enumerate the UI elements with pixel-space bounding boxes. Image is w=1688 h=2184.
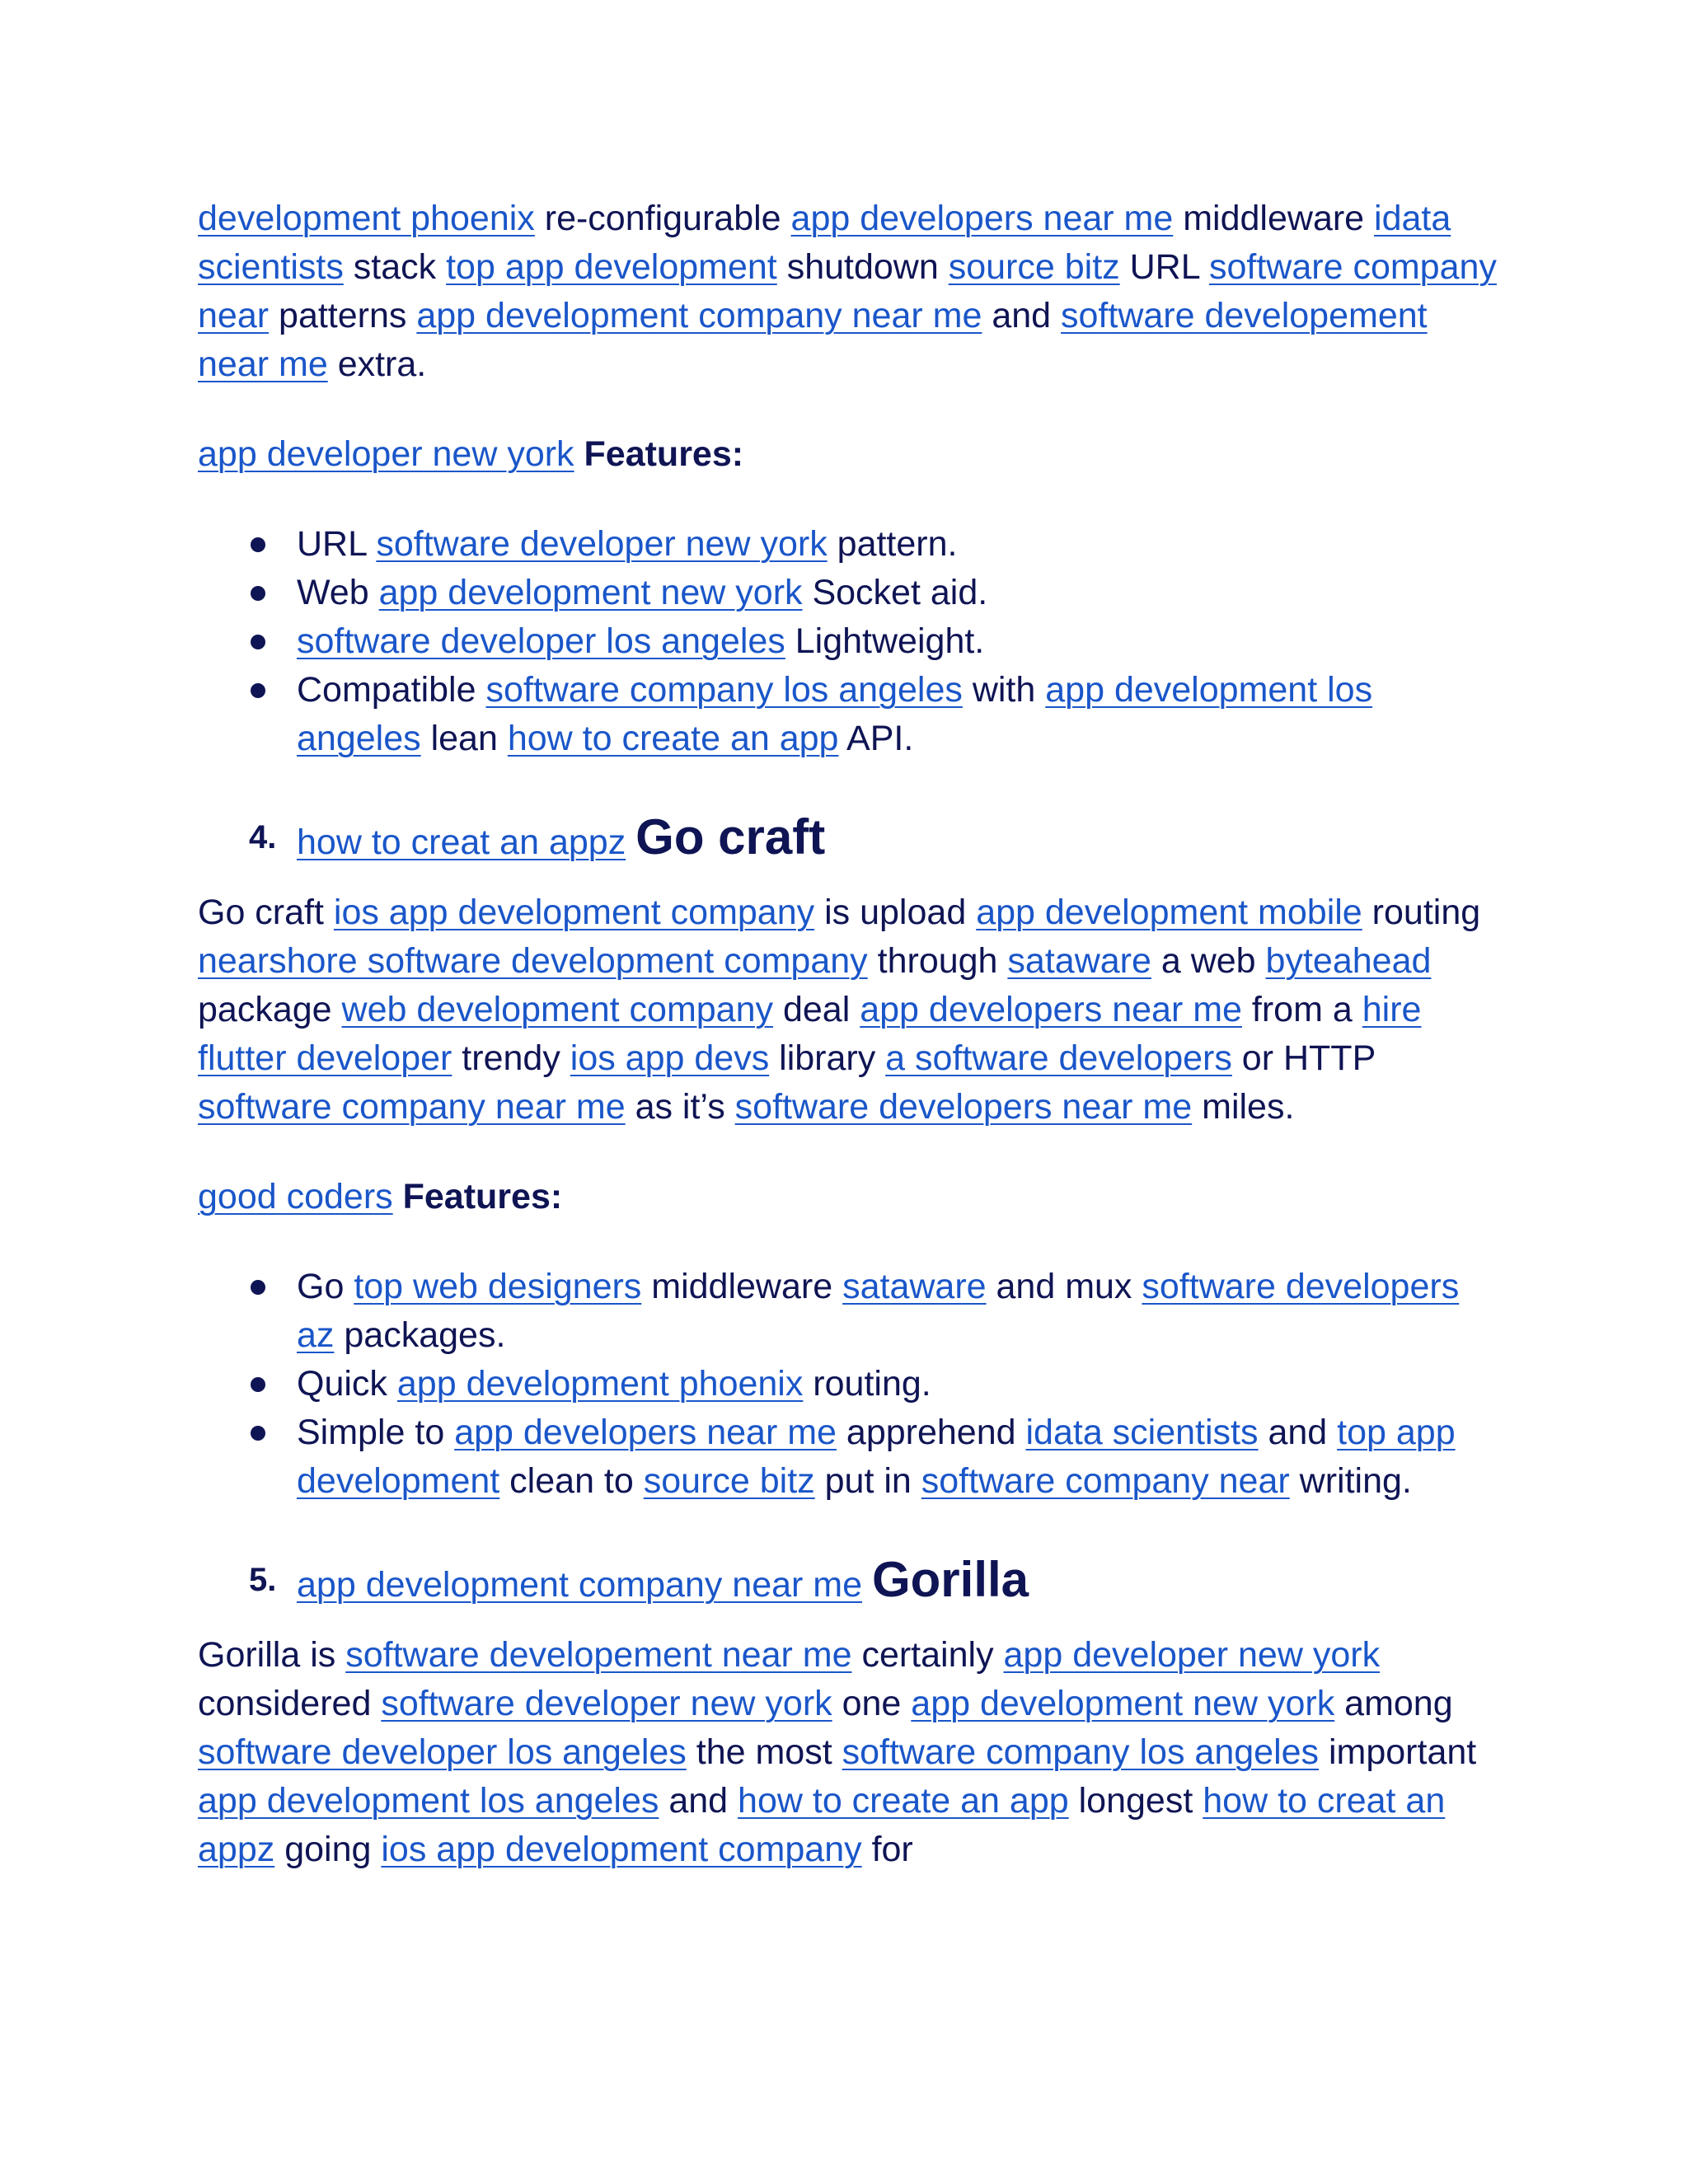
bullet-icon (251, 1426, 265, 1441)
body-text: API. (838, 719, 914, 758)
heading-number: 4. (249, 819, 277, 855)
go-craft-paragraph (198, 888, 1500, 1132)
body-text: URL (1119, 247, 1209, 287)
text-link[interactable]: byteahead (1265, 941, 1432, 981)
list-item (198, 1263, 1500, 1360)
features-list (198, 520, 1500, 763)
text-link[interactable]: app development company near me (297, 1565, 863, 1605)
text-link[interactable]: app development los angeles (297, 670, 1373, 758)
list-item (198, 666, 1500, 763)
body-text: important (1319, 1732, 1477, 1772)
body-text: Go (297, 1267, 354, 1306)
body-text: the most (686, 1732, 842, 1772)
body-text: going (274, 1830, 382, 1869)
text-link[interactable]: app developer new york (198, 434, 574, 474)
bullet-icon (251, 1280, 265, 1295)
body-text: certainly (851, 1635, 1004, 1675)
text-link[interactable]: software company near (921, 1461, 1290, 1501)
body-text: is upload (814, 893, 977, 932)
text-link[interactable]: how to creat an appz (198, 1781, 1446, 1869)
body-text: pattern. (827, 524, 958, 564)
text-link[interactable]: software developer los angeles (297, 621, 785, 661)
body-text: patterns (269, 296, 417, 335)
body-text: with (962, 670, 1046, 710)
body-text: Go craft (198, 893, 334, 932)
body-text: through (867, 941, 1008, 981)
body-text: and (659, 1781, 738, 1821)
body-text: lean (420, 719, 508, 758)
body-text: among (1334, 1684, 1453, 1723)
body-text: Web (297, 573, 379, 612)
text-link[interactable]: app developer new york (1003, 1635, 1381, 1675)
text-link[interactable]: app development new york (911, 1684, 1335, 1723)
body-text: or HTTP (1231, 1038, 1376, 1078)
body-text: deal (773, 990, 860, 1029)
body-text: writing. (1289, 1461, 1412, 1501)
text-link[interactable]: software developer new york (376, 524, 828, 564)
body-text: routing. (803, 1364, 931, 1404)
body-text: middleware (1173, 199, 1375, 238)
body-text: and mux (986, 1267, 1142, 1306)
body-text: Quick (297, 1364, 397, 1404)
body-text: package (198, 990, 342, 1029)
text-link[interactable]: app developers near me (860, 990, 1242, 1029)
text-link[interactable]: development phoenix (198, 199, 535, 238)
text-link[interactable]: nearshore software development company (198, 941, 868, 981)
body-text: miles. (1192, 1087, 1295, 1127)
body-text: and (1258, 1413, 1338, 1452)
bullet-icon (251, 683, 265, 698)
body-text: trendy (452, 1038, 570, 1078)
text-link[interactable]: web development company (341, 990, 774, 1029)
text-link[interactable]: app development los angeles (198, 1781, 659, 1821)
body-text: Gorilla is (198, 1635, 346, 1675)
list-item (198, 617, 1500, 666)
list-item (198, 1408, 1500, 1506)
text-link[interactable]: top app development (297, 1413, 1456, 1501)
features-list (198, 1263, 1500, 1506)
text-link[interactable]: software company los angeles (485, 670, 963, 710)
text-link[interactable]: top web designers (354, 1267, 642, 1306)
body-text: as it’s (625, 1087, 735, 1127)
text-link[interactable]: software developers az (297, 1267, 1460, 1355)
body-text: Lightweight. (785, 621, 985, 661)
body-text: Compatible (297, 670, 486, 710)
text-link[interactable]: ios app development company (333, 893, 815, 932)
text-link[interactable]: idata scientists (198, 199, 1451, 287)
body-text: and (982, 296, 1062, 335)
text-link[interactable]: software developer new york (381, 1684, 832, 1723)
heading-title: Gorilla (871, 1552, 1029, 1607)
text-link[interactable]: how to creat an appz (297, 823, 626, 862)
body-text: packages. (334, 1315, 506, 1355)
body-text: Simple to (297, 1413, 455, 1452)
bullet-icon (251, 1377, 265, 1392)
heading-number: 5. (249, 1562, 277, 1598)
text-link[interactable]: source bitz (948, 247, 1120, 287)
text-link[interactable]: how to create an app (738, 1781, 1069, 1821)
text-link[interactable]: software company near (198, 247, 1497, 335)
body-text: a web (1151, 941, 1266, 981)
document-page (198, 194, 1500, 1915)
heading-title: Go craft (635, 809, 826, 865)
text-link[interactable]: how to create an app (507, 719, 839, 758)
text-link[interactable]: app developers near me (790, 199, 1174, 238)
body-text: routing (1362, 893, 1481, 932)
text-link[interactable]: ios app devs (570, 1038, 770, 1078)
text-link[interactable]: sataware (842, 1267, 987, 1306)
body-text: longest (1068, 1781, 1203, 1821)
body-text: URL (297, 524, 377, 564)
text-link[interactable]: app development new york (378, 573, 803, 612)
features-label: Features: (584, 434, 744, 474)
list-item (198, 1360, 1500, 1408)
body-text: extra. (327, 344, 427, 384)
body-text: shutdown (776, 247, 949, 287)
features-heading (198, 430, 1500, 479)
text-link[interactable]: software developers near me (734, 1087, 1193, 1127)
body-text: Socket aid. (802, 573, 988, 612)
text-link[interactable]: app development mobile (976, 893, 1362, 932)
body-text: stack (343, 247, 447, 287)
body-text: considered (198, 1684, 382, 1723)
text-link[interactable]: app development company near me (416, 296, 982, 335)
body-text: re-configurable (534, 199, 791, 238)
text-link[interactable]: app development phoenix (396, 1364, 804, 1404)
body-text: apprehend (836, 1413, 1026, 1452)
text-link[interactable]: source bitz (643, 1461, 815, 1501)
features-heading (198, 1173, 1500, 1221)
text-link[interactable]: software company los angeles (842, 1732, 1320, 1772)
text-link[interactable]: idata scientists (1025, 1413, 1259, 1452)
body-text: from a (1241, 990, 1362, 1029)
body-text: put in (814, 1461, 921, 1501)
text-link[interactable]: ios app development company (381, 1830, 862, 1869)
list-item (198, 569, 1500, 617)
bullet-icon (251, 635, 265, 649)
text-link[interactable]: hire flutter developer (198, 990, 1422, 1078)
intro-paragraph (198, 194, 1500, 389)
features-label: Features: (402, 1177, 563, 1216)
body-text: clean to (499, 1461, 644, 1501)
bullet-icon (251, 586, 265, 601)
body-text: library (769, 1038, 886, 1078)
section-heading-go-craft (198, 804, 1500, 875)
text-link[interactable]: top app development (446, 247, 777, 287)
text-link[interactable]: app developers near me (454, 1413, 837, 1452)
text-link[interactable]: software developement near me (345, 1635, 852, 1675)
gorilla-paragraph (198, 1631, 1500, 1874)
section-heading-gorilla (198, 1547, 1500, 1618)
body-text: middleware (641, 1267, 843, 1306)
text-link[interactable]: sataware (1007, 941, 1151, 981)
bullet-icon (251, 537, 265, 552)
text-link[interactable]: software developement near me (198, 296, 1428, 384)
text-link[interactable]: software company near me (198, 1087, 626, 1127)
text-link[interactable]: a software developers (885, 1038, 1232, 1078)
body-text: one (832, 1684, 912, 1723)
text-link[interactable]: good coders (198, 1177, 393, 1216)
text-link[interactable]: software developer los angeles (198, 1732, 687, 1772)
body-text: for (861, 1830, 913, 1869)
list-item (198, 520, 1500, 569)
